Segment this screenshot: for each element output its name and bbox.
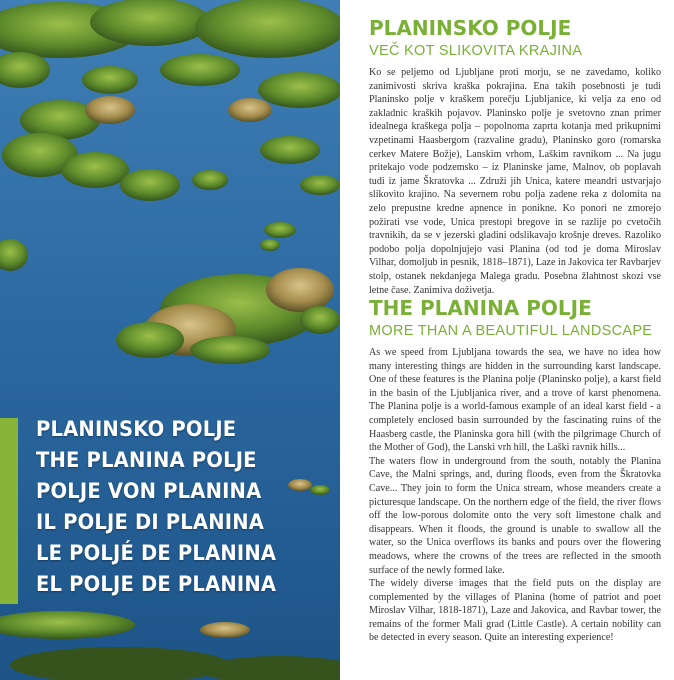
slovene-section xyxy=(369,16,661,297)
english-section xyxy=(369,296,661,645)
english-body-paragraph-3: The widely diverse images that the field puts on the display are complemented by the villages of Planina (home of patriot and poet Miroslav Vilhar, 1818-1871), Laze and Jakovica, and Ravbar tower, the remains of the former Mali grad (Little Castle). A certain nobility can be detected in every season. Quite an interesting experience! xyxy=(369,578,661,644)
overlay-title-italian: IL POLJE DI PLANINA xyxy=(36,510,265,534)
english-subtitle: MORE THAN A BEAUTIFUL LANDSCAPE xyxy=(369,323,653,339)
english-body-paragraph-1: As we speed from Ljubljana towards the sea, we have no idea how many interesting things are hidden in the surrounding karst landscape. One of these features is the Planina polje (Planinsko polje), a karst field in the basin of the Ljubljanica river, and a trove of karst phenomena. The Planina polje is a world-famous example of an ideal karst field - a completely enclosed basin surrounded by the fascinating ruins of the Haasberg castle, the Planinska gora hill (with the pilgrimage Church of the Mother of God), the Lanski vrh hill, the Laški ravnik hills... xyxy=(369,347,661,454)
english-title: THE PLANINA POLJE xyxy=(369,296,592,320)
accent-bar xyxy=(0,418,18,604)
slovene-body: Ko se peljemo od Ljubljane proti morju, se ne zavedamo, koliko zanimivosti skriva kraška pokrajina. Ena takih posebnosti je tudi Planinsko polje v kraškem porečju Ljubljanice, ki velja za eno od zakladnic kraških pojavov. Planinsko polje je svetovno znan primer idealnega kraškega polja – popolnoma zaprta kotanja med prikupnimi vzpetinami Haasbergom (razvaline gradu), Planinsko goro (romarska cerkev Matere Božje), Lanskim vrhom, Laškim ravnikom ... Na jugu pritekajo vode podzemsko – iz Planinske jame, Malnov, ob poplavah tudi iz jame Škratovka ... Združi jih Unica, katere meandri ustvarjajo slikovito krajino. Na severnem robu polja zadene reka z dolomita na zelo prepustne kredne apnence in ponikne. Ko ponori ne zmorejo požirati vse vode, Unica prestopi bregove in se razlije po cvetočih travnikih, da se v jezerski gladini odslikavajo krošnje dreves. Razoliko podobo polja dopolnjujejo vasi Planina (od tod je doma Miroslav Vilhar, domoljub in pesnik, 1818–1871), Laze in Jakovica ter Ravbarjev stolp, ostanek nekdanjega Malega gradu. Posebna žlahtnost skozi vse letne čase. Zanimiva doživetja. xyxy=(369,67,661,296)
overlay-title-german: POLJE VON PLANINA xyxy=(36,479,262,503)
english-body-paragraph-2: The waters flow in underground from the south, notably the Planina Cave, the Malni springs, and, during floods, even from the Škratovka Cave... They join to form the Unica stream, whose meanders create a picturesque landscape. On the northern edge of the field, the river flows off the low-porous dolomite onto the very soft limestone chalk and disappears. When it floods, the ground is unable to swallow all the water, so the Unica overflows its banks and pours over the flowering meadows, where the crowns of the trees are reflected in the smooth surface of the newly formed lake. xyxy=(369,455,661,576)
overlay-title-list xyxy=(36,414,336,600)
overlay-title-english: THE PLANINA POLJE xyxy=(36,448,257,472)
overlay-title-spanish: EL POLJE DE PLANINA xyxy=(36,572,277,596)
overlay-title-french: LE POLJÉ DE PLANINA xyxy=(36,541,277,565)
slovene-title: PLANINSKO POLJE xyxy=(369,16,572,40)
overlay-title-slovene: PLANINSKO POLJE xyxy=(36,417,237,441)
slovene-subtitle: VEČ KOT SLIKOVITA KRAJINA xyxy=(369,43,583,59)
